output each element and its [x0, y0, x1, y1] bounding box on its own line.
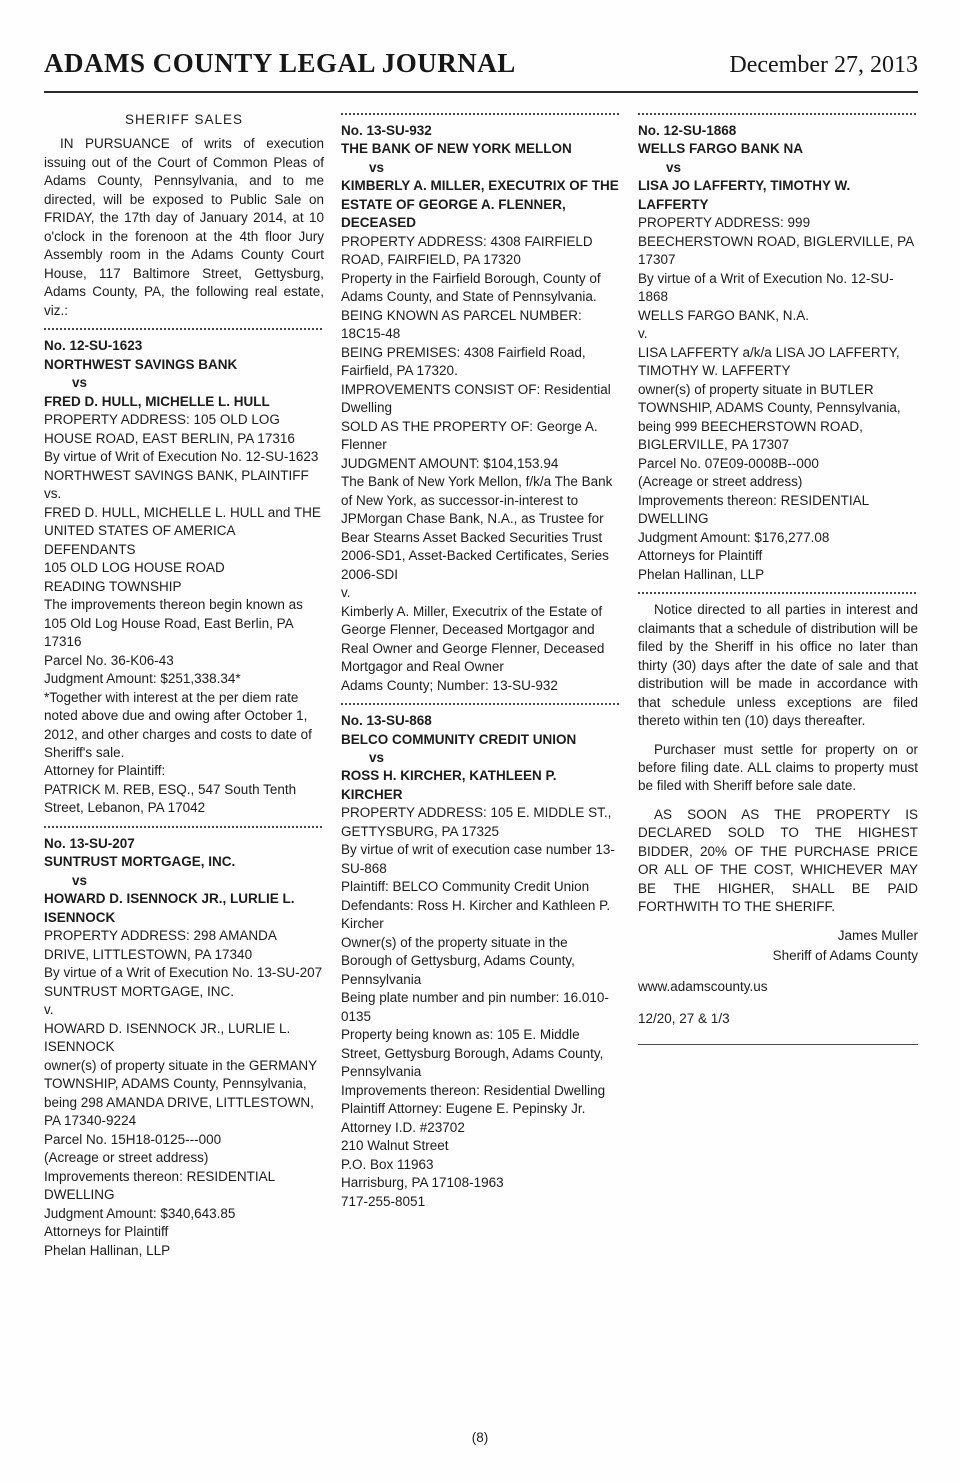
defendant-name: LISA JO LAFFERTY, TIMOTHY W. LAFFERTY [638, 178, 851, 212]
notice-body-line: By virtue of a Writ of Execution No. 12-SU-1868 [638, 270, 894, 305]
notice-body-line: P.O. Box 11963 [341, 1156, 434, 1172]
notice-body-line: Owner(s) of the property situate in the Borough of Gettysburg, Adams County, Pennsylvania [341, 934, 575, 987]
case-number: No. 12-SU-1868 [638, 123, 737, 138]
notice-12-SU-1623 [44, 337, 324, 818]
closing-paragraph: Purchaser must settle for property on or before filing date. ALL claims to property must be filed with Sheriff before sale date. [638, 741, 918, 794]
notice-body-line: Improvements thereon: Residential Dwelling [341, 1082, 606, 1098]
column-2 [341, 109, 621, 1260]
end-rule [638, 1044, 918, 1045]
content-columns [0, 93, 960, 1260]
notice-body-line: IMPROVEMENTS CONSIST OF: Residential Dwelling [341, 381, 611, 416]
closing-paragraph: AS SOON AS THE PROPERTY IS DECLARED SOLD TO THE HIGHEST BIDDER, 20% OF THE PURCHASE PRICE OR ALL OF THE COST, WHICHEVER MAY BE THE HIGHER, SHALL BE PAID FORTHWITH TO THE SHERIFF. [638, 806, 918, 915]
plaintiff-name: NORTHWEST SAVINGS BANK [44, 356, 238, 372]
notice-body-line: 105 OLD LOG HOUSE ROAD [44, 560, 225, 576]
notice-13-SU-207 [44, 835, 324, 1260]
notice-body-line: BEING KNOWN AS PARCEL NUMBER: 18C15-48 [341, 307, 582, 342]
notice-body-line: PROPERTY ADDRESS: 298 AMANDA DRIVE, LITTLESTOWN, PA 17340 [44, 928, 277, 962]
closing-notices [638, 601, 918, 917]
notice-body-line: FRED D. HULL, MICHELLE L. HULL and THE UNITED STATES OF AMERICA DEFENDANTS [44, 504, 321, 557]
notice-body [341, 804, 621, 1211]
notice-body-line: PROPERTY ADDRESS: 105 OLD LOG HOUSE ROAD, EAST BERLIN, PA 17316 [44, 412, 295, 446]
notice-body-line: owner(s) of property situate in the GERMANY TOWNSHIP, ADAMS County, Pennsylvania, being 298 AMANDA DRIVE, LITTLESTOWN, PA 17340-9224 [44, 1057, 317, 1129]
vs-label: vs [369, 159, 385, 175]
notice-13-SU-932 [341, 122, 621, 695]
vs-label: vs [666, 159, 682, 175]
notice-body-line: PROPERTY ADDRESS: 4308 FAIRFIELD ROAD, FAIRFIELD, PA 17320 [341, 233, 593, 268]
journal-title: ADAMS COUNTY LEGAL JOURNAL [44, 48, 516, 78]
notice-body-line: The improvements thereon begin known as 105 Old Log House Road, East Berlin, PA 17316 [44, 597, 303, 650]
notice-body-line: Attorneys for Plaintiff [638, 548, 763, 564]
sheriff-signature-title: Sheriff of Adams County [772, 948, 918, 964]
page-number: (8) [471, 1430, 489, 1445]
notice-13-SU-868 [341, 712, 621, 1211]
vs-label: vs [72, 375, 88, 391]
masthead [44, 48, 918, 93]
closing-paragraph: Notice directed to all parties in interest and claimants that a schedule of distribution will be filed by the Sheriff in his office no later than thirty (30) days after the date of sale and that distribution will be made in accordance with that schedule unless exceptions are filed thereto within ten (10) days thereafter. [638, 602, 918, 729]
notice-body-line: Phelan Hallinan, LLP [44, 1242, 171, 1258]
notice-body-line: LISA LAFFERTY a/k/a LISA JO LAFFERTY, TIMOTHY W. LAFFERTY [638, 344, 900, 379]
issue-date: December 27, 2013 [729, 52, 918, 78]
case-number: No. 13-SU-207 [44, 835, 135, 851]
notice-body-line: Attorneys for Plaintiff [44, 1224, 169, 1240]
column-3 [638, 109, 918, 1260]
notice-body-line: Parcel No. 36-K06-43 [44, 652, 174, 668]
notice-body-line: Harrisburg, PA 17108-1963 [341, 1175, 504, 1191]
notice-body-line: READING TOWNSHIP [44, 578, 182, 594]
defendant-name: HOWARD D. ISENNOCK JR., LURLIE L. ISENNOCK [44, 891, 295, 925]
case-number: No. 13-SU-932 [341, 123, 432, 138]
county-website: www.adamscounty.us [638, 978, 768, 994]
notice-body-line: Judgment Amount: $176,277.08 [638, 529, 830, 545]
notice-body-line: Parcel No. 07E09-0008B--000 [638, 455, 819, 471]
notice-body [44, 927, 324, 1260]
sheriff-sales-heading: SHERIFF SALES [124, 112, 244, 127]
notice-body-line: v. [638, 326, 648, 342]
notice-body-line: 210 Walnut Street [341, 1138, 449, 1154]
notice-body [638, 214, 918, 584]
dotted-divider [341, 703, 621, 705]
notice-body-line: Improvements thereon: RESIDENTIAL DWELLING [44, 1168, 275, 1203]
notice-body-line: The Bank of New York Mellon, f/k/a The Bank of New York, as successor-in-interest to JPMorgan Chase Bank, N.A., as Trustee for Bear Stearns Asset Backed Securities Trust 2006-SD1, Asset-Backed Certificates, Series 2006-SDI [341, 474, 613, 582]
notice-body-line: v. [341, 585, 351, 601]
notice-body-line: Adams County; Number: 13-SU-932 [341, 677, 558, 693]
notice-body-line: Judgment Amount: $251,338.34* [44, 671, 241, 687]
notice-body-line: Plaintiff Attorney: Eugene E. Pepinsky Jr. [341, 1101, 586, 1117]
notice-body-line: Attorney for Plaintiff: [44, 763, 166, 779]
dotted-divider [638, 113, 918, 115]
notice-body-line: owner(s) of property situate in BUTLER TOWNSHIP, ADAMS County, Pennsylvania, being 999 BEECHERSTOWN ROAD, BIGLERVILLE, PA 17307 [638, 381, 901, 453]
notice-body-line: v. [44, 1002, 54, 1018]
notice-body-line: JUDGMENT AMOUNT: $104,153.94 [341, 455, 559, 471]
notice-body-line: By virtue of a Writ of Execution No. 13-SU-207 [44, 965, 323, 981]
case-number: No. 13-SU-868 [341, 713, 432, 729]
notice-body-line: PROPERTY ADDRESS: 105 E. MIDDLE ST., GETTYSBURG, PA 17325 [341, 805, 612, 839]
notice-body-line: Judgment Amount: $340,643.85 [44, 1205, 236, 1221]
defendant-name: KIMBERLY A. MILLER, EXECUTRIX OF THE ESTATE OF GEORGE A. FLENNER, DECEASED [341, 178, 619, 231]
plaintiff-name: BELCO COMMUNITY CREDIT UNION [341, 731, 577, 747]
notice-body-line: Improvements thereon: RESIDENTIAL DWELLING [638, 492, 869, 527]
notice-body-line: PROPERTY ADDRESS: 999 BEECHERSTOWN ROAD, BIGLERVILLE, PA 17307 [638, 215, 914, 268]
notice-body-line: PATRICK M. REB, ESQ., 547 South Tenth Street, Lebanon, PA 17042 [44, 781, 297, 816]
defendant-name: FRED D. HULL, MICHELLE L. HULL [44, 393, 270, 409]
dotted-divider [341, 113, 621, 115]
notice-body-line: Parcel No. 15H18-0125---000 [44, 1131, 222, 1147]
notice-body-line: (Acreage or street address) [44, 1150, 209, 1166]
notice-body-line: NORTHWEST SAVINGS BANK, PLAINTIFF [44, 467, 309, 483]
notice-body-line: Being plate number and pin number: 16.010-0135 [341, 990, 609, 1024]
notice-body-line: vs. [44, 486, 62, 502]
notice-body [341, 233, 621, 695]
dotted-divider [44, 328, 324, 330]
sheriff-sales-intro: IN PURSUANCE of writs of execution issuing out of the Court of Common Pleas of Adams County, Pennsylvania, and to me directed, will be exposed to Public Sale on FRIDAY, the 17th day of January 2014, at 10 o'clock in the forenoon at the 4th floor Jury Assembly room in the Adams County Court House, 117 Baltimore Street, Gettysburg, Adams County, PA, the following real estate, viz.: [44, 136, 324, 318]
notice-body-line: 717-255-8051 [341, 1193, 426, 1209]
column-1 [44, 109, 324, 1260]
plaintiff-name: THE BANK OF NEW YORK MELLON [341, 141, 572, 157]
notice-body-line: WELLS FARGO BANK, N.A. [638, 307, 810, 323]
notice-body-line: Property being known as: 105 E. Middle Street, Gettysburg Borough, Adams County, Pennsylvania [341, 1027, 604, 1080]
publication-run-dates: 12/20, 27 & 1/3 [638, 1011, 730, 1027]
notice-body-line: Defendants: Ross H. Kircher and Kathleen P. Kircher [341, 897, 611, 932]
dotted-divider [44, 826, 324, 828]
sheriff-signature-name: James Muller [837, 927, 918, 943]
notice-12-SU-1868 [638, 122, 918, 584]
notice-body-line: SOLD AS THE PROPERTY OF: George A. Flenner [341, 418, 598, 453]
notice-body-line: Property in the Fairfield Borough, County of Adams County, and State of Pennsylvania. [341, 270, 601, 305]
notice-body-line: SUNTRUST MORTGAGE, INC. [44, 983, 235, 999]
notice-body-line: Plaintiff: BELCO Community Credit Union [341, 879, 590, 895]
case-number: No. 12-SU-1623 [44, 338, 143, 354]
vs-label: vs [369, 749, 385, 765]
notice-body [44, 411, 324, 818]
notice-body-line: *Together with interest at the per diem rate noted above due and owing after October 1, 2012, and other charges and costs to date of Sheriff's sale. [44, 689, 312, 760]
notice-body-line: BEING PREMISES: 4308 Fairfield Road, Fairfield, PA 17320. [341, 344, 586, 379]
notice-body-line: Kimberly A. Miller, Executrix of the Estate of George Flenner, Deceased Mortgagor and Real Owner and George Flenner, Deceased Mortgagor and Real Owner [341, 603, 605, 675]
notice-body-line: Attorney I.D. #23702 [341, 1119, 465, 1135]
vs-label: vs [72, 872, 88, 888]
notice-body-line: (Acreage or street address) [638, 474, 803, 490]
dotted-divider [638, 592, 918, 594]
notice-body-line: By virtue of writ of execution case number 13-SU-868 [341, 842, 615, 876]
notice-body-line: By virtue of Writ of Execution No. 12-SU-1623 [44, 449, 319, 465]
notice-body-line: HOWARD D. ISENNOCK JR., LURLIE L. ISENNOCK [44, 1020, 291, 1055]
plaintiff-name: SUNTRUST MORTGAGE, INC. [44, 854, 236, 870]
defendant-name: ROSS H. KIRCHER, KATHLEEN P. KIRCHER [341, 768, 557, 802]
plaintiff-name: WELLS FARGO BANK NA [638, 141, 803, 157]
notice-body-line: Phelan Hallinan, LLP [638, 566, 765, 582]
